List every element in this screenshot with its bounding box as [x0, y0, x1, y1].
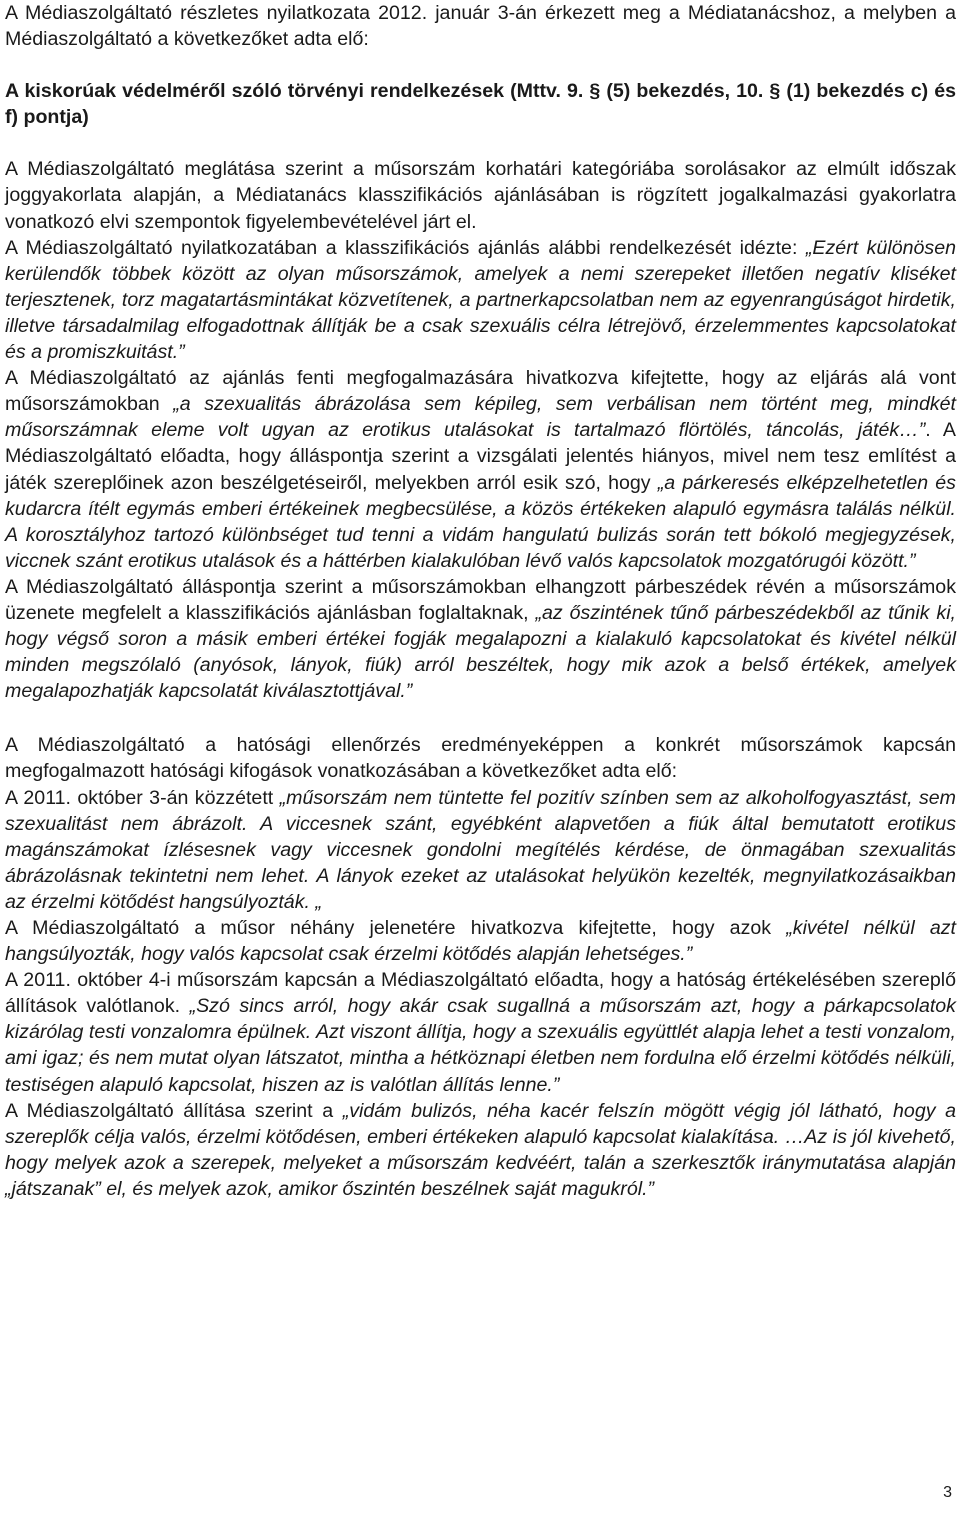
- paragraph-2: [5, 235, 956, 365]
- paragraph-9-text: A Médiaszolgáltató állítása szerint a: [5, 1099, 343, 1122]
- page-number: 3: [943, 1484, 952, 1501]
- paragraph-3-quote-1: „a szexualitás ábrázolása sem képileg, sem verbálisan nem történt meg, mindkét műsorszámnak eleme volt ugyan az erotikus utalásokat is tartalmazó flörtölés, táncolás, játék…”: [5, 393, 956, 442]
- paragraph-3-text-2: . A Médiaszolgáltató előadta, hogy álláspontja szerint a vizsgálati jelentés hiányos, mivel nem tesz említést a játék szereplőinek azon beszélgetéseiről, melyekben arról esik szó, hogy: [5, 419, 956, 494]
- paragraph-4-text: A Médiaszolgáltató álláspontja szerint a műsorszámokban elhangzott párbeszédek révén a műsorszámok üzenete megfelelt a klasszifikációs ajánlásban foglaltaknak,: [5, 575, 956, 624]
- paragraph-4: [5, 574, 956, 704]
- paragraph-6-text: A 2011. október 3-án közzétett: [5, 786, 280, 809]
- paragraph-3-quote-2: „a párkeresés elképzelhetetlen és kudarcra ítélt egymás emberi értékeinek megbecsülése, a közös értékeken alapuló egymásra találás nélkül. A korosztályhoz tartozó különbséget tud tenni a vidám hangulatú bulizás során tett bókoló megjegyzések, viccnek szánt erotikus utalások és a háttérben kialakulóban lévő valós kapcsolatok mozgatórugói között.”: [5, 471, 956, 572]
- paragraph-6-quote: „műsorszám nem tüntette fel pozitív színben sem az alkoholfogyasztást, sem szexualitást nem ábrázolt. A viccesnek szánt, egyébként alapvetően a fiúk által bemutatott erotikus magánszámokat ízlésesnek vagy viccesnek gondolni megítélés kérdése, de önmagában szexualitás ábrázolásnak tekintetni nem lehet. A lányok ezeket az utalásokat helyükön kezelték, megnyilatkozásaikban az érzelmi kötődést hangsúlyozták. „: [5, 786, 956, 913]
- paragraph-9: [5, 1098, 956, 1202]
- paragraph-5: A Médiaszolgáltató a hatósági ellenőrzés eredményeképpen a konkrét műsorszámok kapcsán megfogalmazott hatósági kifogások vonatkozásában a következőket adta elő:: [5, 734, 956, 783]
- paragraph-7-quote: „kivétel nélkül azt hangsúlyozták, hogy valós kapcsolat csak érzelmi kötődés alapján lehetséges.”: [5, 917, 956, 966]
- intro-paragraph: A Médiaszolgáltató részletes nyilatkozata 2012. január 3-án érkezett meg a Médiatanácshoz, a melyben a Médiaszolgáltató a következőket adta elő:: [5, 2, 956, 51]
- section-heading: A kiskorúak védelméről szóló törvényi rendelkezések (Mttv. 9. § (5) bekezdés, 10. § (1) bekezdés c) és f) pontja): [5, 80, 956, 129]
- paragraph-8-text: A 2011. október 4-i műsorszám kapcsán a Médiaszolgáltató előadta, hogy a hatóság értékelésében szereplő állítások valótlanok.: [5, 969, 956, 1018]
- paragraph-6: [5, 785, 956, 915]
- paragraph-1: A Médiaszolgáltató meglátása szerint a műsorszám korhatári kategóriába sorolásakor az elmúlt időszak joggyakorlata alapján, a Médiatanács klasszifikációs ajánlásában is rögzített jogalkalmazási gyakorlatra vonatkozó elvi szempontok figyelembevételével járt el.: [5, 158, 956, 233]
- paragraph-2-text: A Médiaszolgáltató nyilatkozatában a klasszifikációs ajánlás alábbi rendelkezését idézte:: [5, 236, 806, 259]
- paragraph-3-text-1: A Médiaszolgáltató az ajánlás fenti megfogalmazására hivatkozva kifejtette, hogy az eljárás alá vont műsorszámokban: [5, 367, 956, 416]
- paragraph-2-quote: „Ezért különösen kerülendők többek között az olyan műsorszámok, amelyek a nemi szerepeket illetően negatív kliséket terjesztenek, torz magatartásmintákat közvetítenek, a partnerkapcsolatban nem az egyenrangúságot hirdetik, illetve társadalmilag elfogadottnak állítják be a csak szexuális célra létrejövő, érzelemmentes kapcsolatokat és a promiszkuitást.”: [5, 236, 957, 364]
- paragraph-3: [5, 365, 956, 574]
- paragraph-7-text: A Médiaszolgáltató a műsor néhány jelenetére hivatkozva kifejtette, hogy azok: [5, 917, 787, 939]
- document-page: [5, 0, 956, 1202]
- paragraph-8-quote: „Szó sincs arról, hogy akár csak sugallná a műsorszám azt, hogy a párkapcsolatok kizárólag testi vonzalomra épülnek. Azt viszont állítja, hogy a szexuális együttlét alapja lehet a testi vonzalom, ami igaz; és nem mutat olyan látszatot, mintha a hétköznapi életben nem fordulna elő érzelmi kötődés nélküli, testiségen alapuló kapcsolat, hiszen az is valótlan állítás lenne.”: [5, 995, 956, 1096]
- paragraph-9-quote: „vidám bulizós, néha kacér felszín mögött végig jól látható, hogy a szereplők célja valós, érzelmi kötődésen, emberi értékeken alapuló kapcsolat kialakítása. …Az is jól kivehető, hogy melyek azok a szerepek, melyeket a műsorszám kedvéért, talán a szerkesztők iránymutatása alapján „játszanak” el, és melyek azok, amikor őszintén beszélnek saját magukról.”: [5, 1099, 957, 1200]
- paragraph-8: [5, 967, 956, 1097]
- paragraph-4-quote: „az őszintének tűnő párbeszédekből az tűnik ki, hogy végső soron a másik emberi értékei fogják megalapozni a kialakuló kapcsolatokat és kivétel nélkül minden megszólaló (anyósok, lányok, fiúk) arról beszéltek, hogy mik azok a belső értékek, amelyek megalapozhatják kapcsolatát kiválasztottjával.”: [5, 601, 956, 703]
- paragraph-7: [5, 915, 956, 967]
